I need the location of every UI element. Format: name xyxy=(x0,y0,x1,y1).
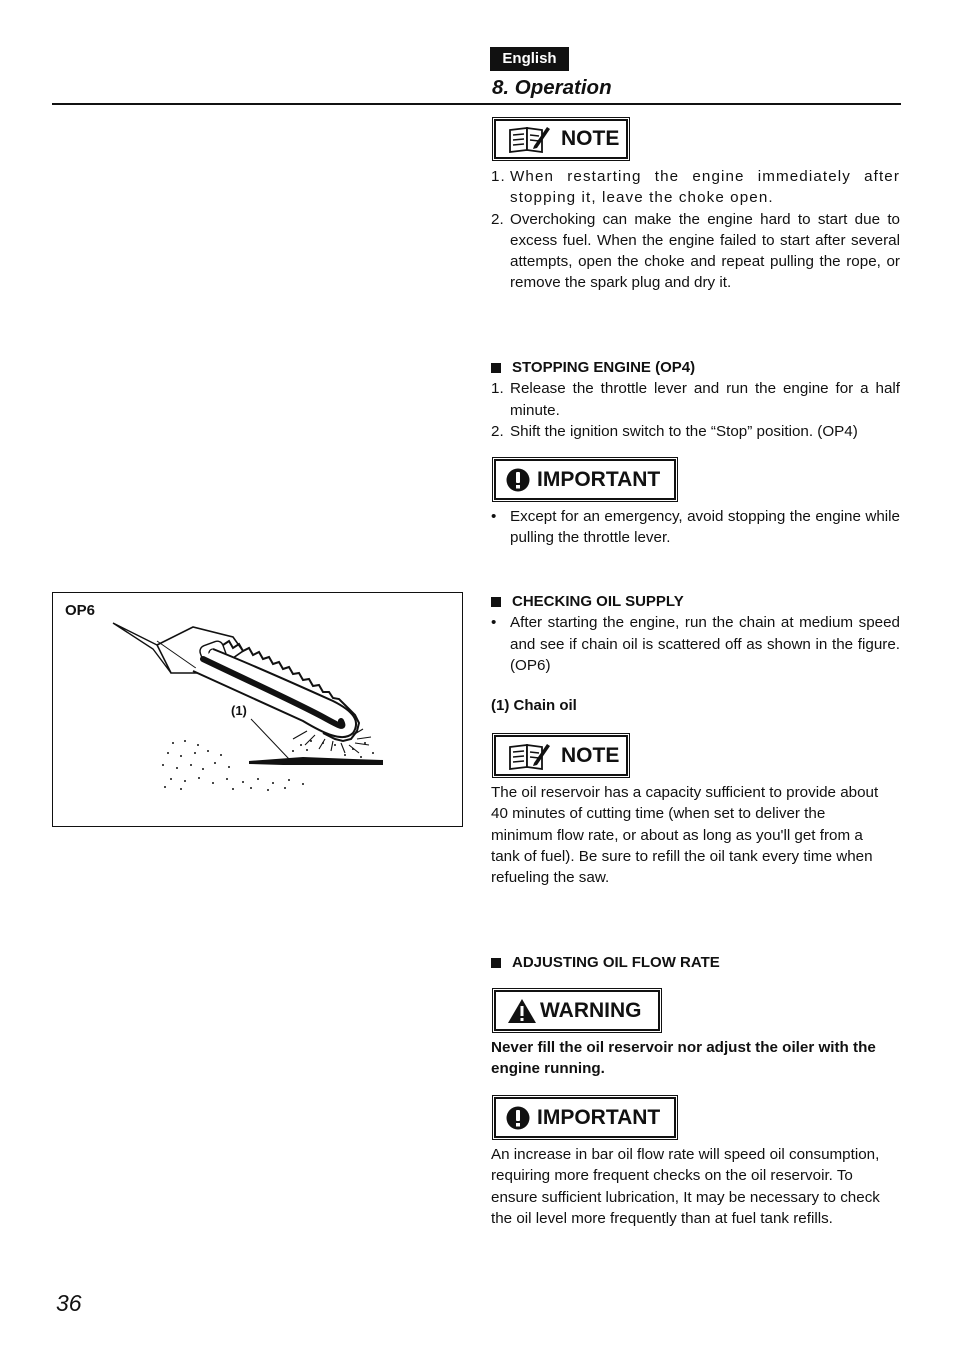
figure-legend: (1) Chain oil xyxy=(491,697,577,714)
warning-box xyxy=(494,990,660,1031)
square-bullet-icon xyxy=(491,363,501,373)
bullet: • xyxy=(491,614,497,632)
language-tab: English xyxy=(490,47,569,71)
item-text: Except for an emergency, avoid stopping the engine while pulling the throttle lever. xyxy=(510,508,900,547)
warning-label: WARNING xyxy=(540,998,642,1022)
paragraph: An increase in bar oil flow rate will speed oil consumption, requiring more frequent checks on the oil reservoir. To ensure sufficient lubrication, It may be necessary to check the oil level more frequently than at fuel tank refills. xyxy=(491,1146,880,1227)
exclamation-icon xyxy=(506,468,530,492)
item-text: Overchoking can make the engine hard to start due to excess fuel. When the engine failed to start after several attempts, open the choke and repeat pulling the rope, or remove the spark plug and dry it. xyxy=(510,210,900,292)
square-bullet-icon xyxy=(491,958,501,968)
bullet: • xyxy=(491,508,497,525)
warning-triangle-icon xyxy=(507,998,537,1024)
book-pencil-icon xyxy=(508,125,550,153)
warning-text xyxy=(491,1037,891,1080)
heading-text: STOPPING ENGINE (OP4) xyxy=(512,359,696,376)
list-item xyxy=(491,421,900,442)
book-pencil-icon xyxy=(508,742,550,770)
important-box xyxy=(494,1097,676,1138)
note-label: NOTE xyxy=(561,743,620,767)
figure-label: OP6 xyxy=(65,602,96,619)
list-item xyxy=(491,612,900,676)
item-text: After starting the engine, run the chain at medium speed and see if chain oil is scattered off as shown in the figure. (OP6) xyxy=(510,614,900,674)
important-label: IMPORTANT xyxy=(537,467,661,491)
item-number: 2. xyxy=(491,422,504,440)
checking-heading xyxy=(491,591,900,612)
list-item xyxy=(491,506,900,549)
checking-section xyxy=(491,591,900,676)
important2-text xyxy=(491,1144,901,1229)
section-title: 8. Operation xyxy=(492,76,612,99)
list-item xyxy=(491,166,900,209)
note-label: NOTE xyxy=(561,127,620,150)
item-number: 1. xyxy=(491,380,504,398)
note-box xyxy=(494,735,628,776)
paragraph: The oil reservoir has a capacity sufficient to provide about 40 minutes of cutting time (when set to deliver the minimum flow rate, or about as long as you'll get from a tank of fuel). Be sure to refill the oil tank every time when refueling the saw. xyxy=(491,784,879,887)
note-box xyxy=(494,119,628,159)
exclamation-icon xyxy=(506,1106,530,1130)
adjusting-section xyxy=(491,952,900,973)
important-label: IMPORTANT xyxy=(537,1105,661,1129)
chainsaw-illustration xyxy=(53,593,462,826)
heading-text: ADJUSTING OIL FLOW RATE xyxy=(512,954,720,971)
important-box xyxy=(494,459,676,500)
important-list xyxy=(491,506,900,549)
adjusting-heading xyxy=(491,952,900,973)
note2-text xyxy=(491,782,891,888)
item-number: 1. xyxy=(491,168,506,185)
item-text: Release the throttle lever and run the engine for a half minute. xyxy=(510,380,900,419)
item-number: 2. xyxy=(491,210,504,228)
item-text: When restarting the engine immediately after stopping it, leave the choke open. xyxy=(510,168,900,207)
paragraph: Never fill the oil reservoir nor adjust the oiler with the engine running. xyxy=(491,1039,876,1078)
note-list xyxy=(491,166,900,294)
heading-text: CHECKING OIL SUPPLY xyxy=(512,593,684,610)
stopping-heading xyxy=(491,357,900,378)
stopping-section xyxy=(491,357,900,442)
page-number: 36 xyxy=(56,1290,82,1316)
figure-callout: (1) xyxy=(231,703,247,718)
figure-op6 xyxy=(52,592,463,827)
list-item xyxy=(491,378,900,421)
header-rule xyxy=(52,103,901,105)
list-item xyxy=(491,209,900,294)
item-text: Shift the ignition switch to the “Stop” position. (OP4) xyxy=(510,422,858,440)
square-bullet-icon xyxy=(491,597,501,607)
